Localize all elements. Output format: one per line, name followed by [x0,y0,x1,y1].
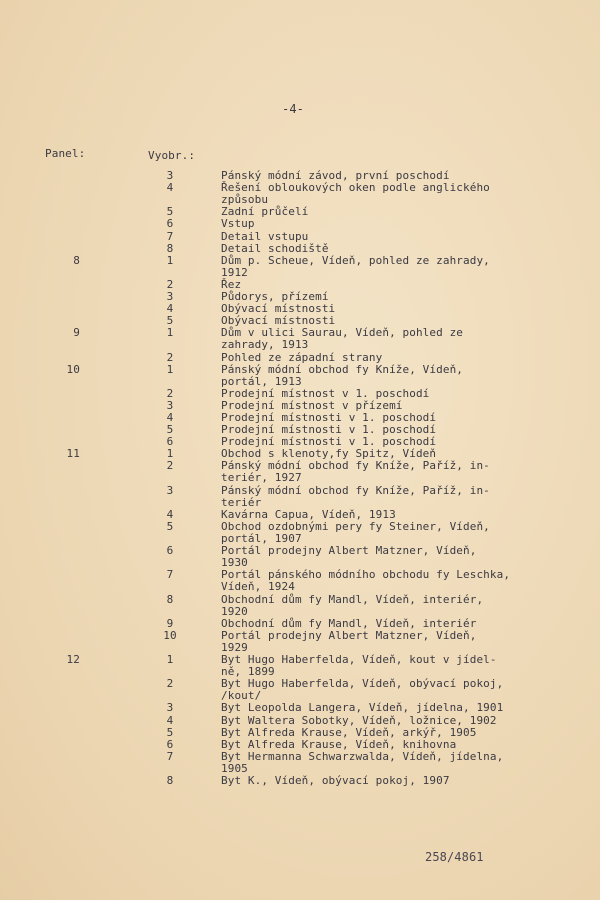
image-description: Obývací místnosti [221,314,336,328]
image-number: 2 [166,677,174,691]
image-number: 8 [166,774,174,787]
image-number: 3 [166,398,174,412]
image-number: 3 [166,483,174,497]
image-description: Byt K., Vídeň, obývací pokoj, 1907 [221,774,450,787]
image-number: 2 [166,386,174,400]
image-number: 7 [166,229,174,243]
image-number: 10 [163,628,177,642]
image-number: 5 [166,314,174,328]
image-description: Řešení obloukových oken podle anglického způsobu [221,181,490,207]
image-description: Portál pánského módního obchodu fy Leschka, Vídeň, 1924 [221,568,511,594]
image-description: Byt Waltera Sobotky, Vídeň, ložnice, 1902 [221,713,497,727]
image-description: Pánský módní obchod fy Kníže, Paříž, in- teriér [221,483,490,509]
panel-number: 11 [66,447,80,461]
image-number: 5 [166,423,174,437]
image-description: Zadní průčelí [221,205,309,219]
image-description: Obchod s klenoty,fy Spitz, Vídeň [221,447,437,461]
image-description: Byt Hugo Haberfelda, Vídeň, kout v jídel- ně, 1899 [221,653,497,678]
panel-number: 12 [66,653,80,666]
image-description: Obchodní dům fy Mandl, Vídeň, interiér, 1920 [221,592,484,618]
image-number: 7 [166,568,174,582]
image-description: Prodejní místnosti v 1. poschodí [221,411,437,424]
image-description: Portál prodejny Albert Matzner, Vídeň, 1930 [221,544,477,570]
image-number: 7 [166,749,174,763]
image-description: Kavárna Capua, Vídeň, 1913 [221,507,396,521]
page-number: -4- [282,102,304,116]
image-number: 6 [166,737,174,751]
image-description: Pánský módní závod, první poschodí [221,169,450,182]
panel-column-header: Panel: [45,147,86,160]
image-description: Byt Alfreda Krause, Vídeň, arkýř, 1905 [221,725,477,739]
image-description: Prodejní místnosti v 1. poschodí [221,435,437,449]
image-description: Byt Hugo Haberfelda, Vídeň, obývací pokoj, /kout/ [221,677,504,703]
image-number: 2 [166,277,174,291]
image-number: 3 [166,169,174,182]
panel-number: 8 [73,253,80,267]
image-number: 4 [166,713,174,727]
image-number: 1 [166,253,174,267]
image-number: 5 [166,725,174,739]
image-description: Půdorys, přízemí [221,290,329,303]
image-number: 6 [166,217,174,231]
image-number: 9 [166,616,174,630]
image-description: Prodejní místnost v 1. poschodí [221,386,430,400]
image-description: Detail schodiště [221,241,329,255]
image-number: 4 [166,302,174,316]
image-number: 1 [166,326,174,340]
panel-number: 9 [73,326,80,340]
image-number: 6 [166,544,174,558]
image-number: 2 [166,350,174,364]
image-description: Byt Hermanna Schwarzwalda, Vídeň, jídelna, 1905 [221,749,504,775]
image-description: Portál prodejny Albert Matzner, Vídeň, 1929 [221,628,477,654]
image-description: Byt Alfreda Krause, Vídeň, knihovna [221,737,457,751]
image-description: Pohled ze západní strany [221,350,383,364]
image-number: 1 [166,653,174,666]
image-number: 3 [166,290,174,303]
image-description: Dům p. Scheue, Vídeň, pohled ze zahrady, 1912 [221,253,490,279]
image-description: Vstup [221,217,255,231]
image-number: 6 [166,435,174,449]
vyobr-column-header: Vyobr.: [148,149,196,162]
image-number: 8 [166,592,174,606]
image-number: 3 [166,701,174,715]
panel-number: 10 [66,362,80,376]
archive-reference: 258/4861 [425,850,484,864]
image-description: Prodejní místnosti v 1. poschodí [221,423,437,437]
image-number: 8 [166,241,174,255]
image-description: Obchodní dům fy Mandl, Vídeň, interiér [221,616,477,630]
image-description: Obývací místnosti [221,302,336,316]
image-number: 1 [166,447,174,461]
image-number: 4 [166,507,174,521]
image-number: 5 [166,519,174,533]
image-description: Pánský módní obchod fy Kníže, Vídeň, portál, 1913 [221,362,464,388]
image-description: Detail vstupu [221,229,309,243]
image-number: 4 [166,411,174,424]
image-description: Pánský módní obchod fy Kníže, Paříž, in- teriér, 1927 [221,459,490,485]
image-number: 2 [166,459,174,473]
image-description: Obchod ozdobnými pery fy Steiner, Vídeň, portál, 1907 [221,519,490,545]
image-description: Byt Leopolda Langera, Vídeň, jídelna, 1901 [221,701,504,715]
image-number: 1 [166,362,174,376]
image-description: Dům v ulici Saurau, Vídeň, pohled ze zahrady, 1913 [221,326,464,352]
image-number: 4 [166,181,174,195]
image-description: Řez [221,277,242,291]
image-number: 5 [166,205,174,219]
image-description: Prodejní místnost v přízemí [221,398,403,412]
